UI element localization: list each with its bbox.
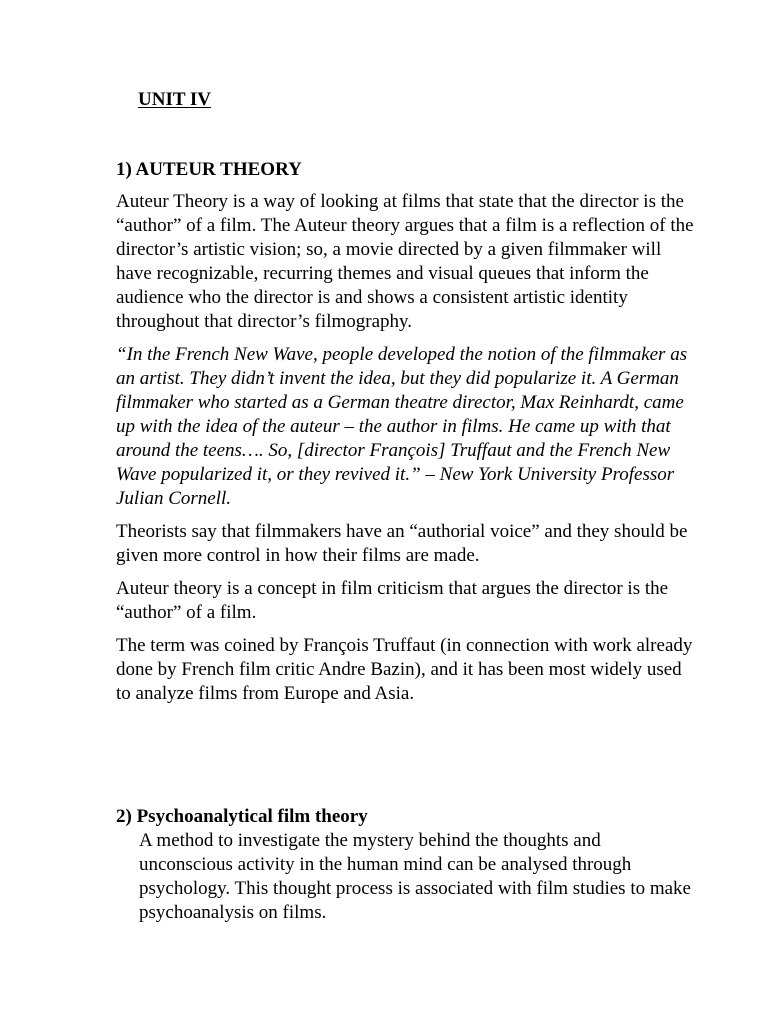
unit-title: UNIT IV bbox=[138, 89, 212, 110]
paragraph: Auteur theory is a concept in film criticism that argues the director is the “author” of a film. bbox=[116, 578, 669, 623]
section-heading: 2) Psychoanalytical film theory bbox=[116, 806, 368, 827]
section-auteur-theory bbox=[116, 158, 696, 715]
paragraph: Theorists say that filmmakers have an “authorial voice” and they should be given more control in how their films are made. bbox=[116, 521, 688, 566]
section-psychoanalytical-theory bbox=[116, 805, 696, 925]
section-heading: 1) AUTEUR THEORY bbox=[116, 159, 302, 180]
paragraph: The term was coined by François Truffaut (in connection with work already done by French film critic Andre Bazin), and it has been most widely used to analyze films from Europe and Asia. bbox=[116, 635, 693, 704]
paragraph: A method to investigate the mystery behind the thoughts and unconscious activity in the human mind can be analysed through psychology. This thought process is associated with film studies to make psychoanalysis on films. bbox=[139, 830, 691, 923]
quote-paragraph: “In the French New Wave, people developed the notion of the filmmaker as an artist. They didn’t invent the idea, but they did popularize it. A German filmmaker who started as a German theatre director, Max Reinhardt, came up with the idea of the auteur – the author in films. He came up with that around the teens…. So, [director François] Truffaut and the French New Wave popularized it, or they revived it.” – New York University Professor Julian Cornell. bbox=[116, 344, 688, 509]
paragraph: Auteur Theory is a way of looking at films that state that the director is the “author” of a film. The Auteur theory argues that a film is a reflection of the director’s artistic vision; so, a movie directed by a given filmmaker will have recognizable, recurring themes and visual queues that inform the audience who the director is and shows a consistent artistic identity throughout that director’s filmography. bbox=[116, 191, 694, 332]
